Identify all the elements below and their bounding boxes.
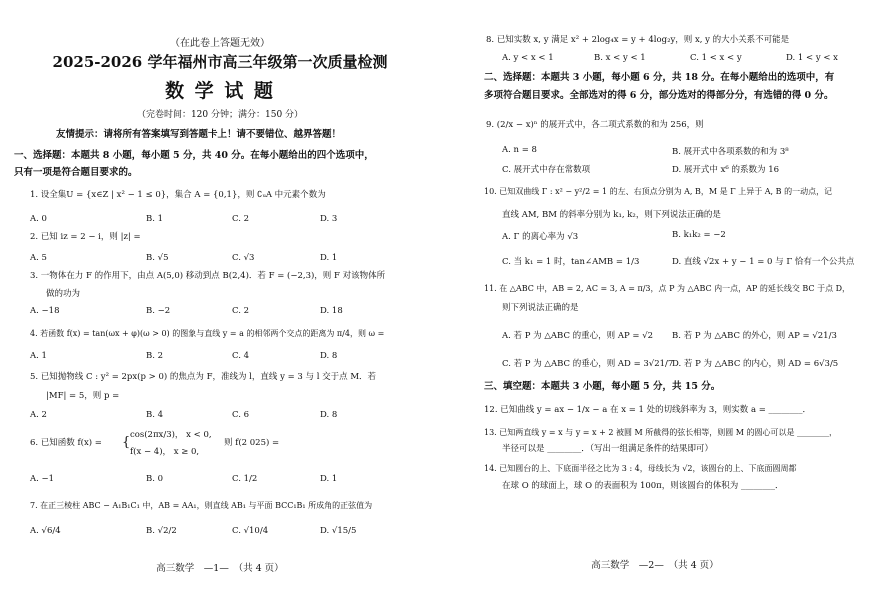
option-c: C. 4	[232, 351, 250, 361]
option-a: A. −1	[30, 474, 55, 484]
option-b: B. √5	[146, 253, 169, 263]
option-b: B. 展开式中各项系数的和为 3⁸	[672, 147, 789, 157]
option-b: B. 2	[146, 351, 164, 361]
question-4-stem: 4. 若函数 f(x) = tan(ωx + φ)(ω > 0) 的图象与直线 y = a 的相邻两个交点的距离为 π/4，则 ω =	[30, 329, 385, 338]
exam-info: （完卷时间：120 分钟；满分：150 分）	[136, 110, 304, 120]
notice: （在此卷上答题无效）	[170, 38, 270, 49]
option-d: D. 若 P 为 △ABC 的内心，则 AD = 6√3/5	[672, 359, 839, 369]
option-a: A. 5	[30, 253, 47, 263]
section2-heading: 二、选择题：本题共 3 小题，每小题 6 分，共 18 分。在每小题给出的选项中，有	[484, 72, 835, 83]
exam-title: 2025-2026 学年福州市高三年级第一次质量检测	[52, 53, 388, 71]
option-a: A. n = 8	[502, 145, 537, 155]
option-c: C. 当 k₁ = 1 时，tan∠AMB = 1/3	[502, 257, 640, 267]
option-d: D. 1	[320, 253, 338, 263]
option-d: D. 展开式中 x⁶ 的系数为 16	[672, 165, 780, 175]
question-6-stem: 6. 已知函数 f(x) =	[30, 438, 102, 448]
question-2-stem: 2. 已知 iz = 2 − i，则 |z| =	[30, 232, 141, 242]
option-b: B. 4	[146, 410, 164, 420]
page-footer: 高三数学 —2— （共 4 页）	[591, 560, 719, 571]
question-8-stem: 8. 已知实数 x, y 满足 x² + 2log₄x = y + 4log₂y，则 x, y 的大小关系不可能是	[486, 35, 790, 45]
option-d: D. 8	[320, 410, 338, 420]
option-d: D. 8	[320, 351, 338, 361]
option-b: B. x < y < 1	[594, 53, 646, 63]
option-d: D. 1	[320, 474, 338, 484]
option-c: C. 若 P 为 △ABC 的垂心，则 AD = 3√21/7	[502, 359, 674, 369]
option-a: A. Γ 的离心率为 √3	[502, 232, 579, 242]
option-a: A. 若 P 为 △ABC 的重心，则 AP = √2	[502, 331, 654, 341]
option-a: A. −18	[30, 306, 60, 316]
option-a: A. √6/4	[30, 526, 61, 536]
question-6-case-1: cos(2πx/3)， x < 0,	[130, 430, 212, 440]
question-6-stem-suffix: 则 f(2 025) =	[224, 438, 280, 448]
option-b: B. 0	[146, 474, 164, 484]
question-5-stem: 5. 已知抛物线 C : y² = 2px(p > 0) 的焦点为 F，准线为 l，直线 y = 3 与 l 交于点 M．若	[30, 372, 377, 382]
option-d: D. 18	[320, 306, 343, 316]
option-c: C. 展开式中存在常数项	[502, 165, 591, 175]
question-12: 12. 已知曲线 y = ax − 1/x − a 在 x = 1 处的切线斜率为 3，则实数 a = ________．	[484, 405, 812, 415]
option-b: B. √2/2	[146, 526, 177, 536]
option-b: B. 若 P 为 △ABC 的外心，则 AP = √21/3	[672, 331, 837, 341]
question-11-stem: 11. 在 △ABC 中，AB = 2, AC = 3, A = π/3，点 P 为 △ABC 内一点，AP 的延长线交 BC 于点 D，	[484, 284, 851, 293]
question-9-stem: 9. (2/x − x)ⁿ 的展开式中，各二项式系数的和为 256，则	[486, 120, 704, 130]
question-7-stem: 7. 在正三棱柱 ABC − A₁B₁C₁ 中，AB = AA₁，则直线 AB₁ 与平面 BCC₁B₁ 所成角的正弦值为	[30, 501, 373, 510]
question-1-stem: 1. 设全集U = {x∈Z | x² − 1 ≤ 0}，集合 A = {0,1}，则 ∁ᵤA 中元素个数为	[30, 190, 326, 200]
question-3-stem-cont: 做的功为	[46, 289, 81, 299]
piecewise-brace: {	[122, 435, 131, 450]
question-11-stem-cont: 则下列说法正确的是	[502, 303, 579, 313]
option-d: D. √15/5	[320, 526, 357, 536]
question-13: 13. 已知两直线 y = x 与 y = x + 2 被圆 M 所截得的弦长相等，则圆 M 的圆心可以是 ________，	[484, 428, 838, 437]
option-c: C. √10/4	[232, 526, 269, 536]
option-c: C. 2	[232, 306, 250, 316]
option-b: B. 1	[146, 214, 164, 224]
option-c: C. √3	[232, 253, 255, 263]
option-a: A. 2	[30, 410, 47, 420]
option-d: D. 1 < y < x	[786, 53, 838, 63]
question-13-cont: 半径可以是 ________．（写出一组满足条件的结果即可）	[502, 444, 713, 454]
question-6-case-2: f(x − 4)， x ≥ 0,	[130, 447, 200, 457]
option-d: D. 3	[320, 214, 338, 224]
option-d: D. 直线 √2x + y − 1 = 0 与 Γ 恰有一个公共点	[672, 257, 855, 267]
option-a: A. 0	[30, 214, 47, 224]
question-14: 14. 已知圆台的上、下底面半径之比为 3 : 4，母线长为 √2，该圆台的上、下底面圆周都	[484, 464, 797, 473]
question-10-stem: 10. 已知双曲线 Γ : x² − y²/2 = 1 的左、右顶点分别为 A, B，M 是 Γ 上异于 A, B 的一动点，记	[484, 187, 833, 196]
question-14-cont: 在球 O 的球面上，球 O 的表面积为 100π，则该圆台的体积为 ________．	[502, 481, 784, 491]
exam-page-2	[440, 0, 870, 593]
section1-heading: 一、选择题：本题共 8 小题，每小题 5 分，共 40 分。在每小题给出的四个选项中，	[14, 150, 374, 161]
option-c: C. 1 < x < y	[690, 53, 742, 63]
option-c: C. 1/2	[232, 474, 258, 484]
subject-title: 数 学 试 题	[165, 80, 275, 102]
option-b: B. −2	[146, 306, 171, 316]
option-a: A. 1	[30, 351, 47, 361]
question-3-stem: 3. 一物体在力 F 的作用下，由点 A(5,0) 移动到点 B(2,4)．若 F = (−2,3)，则 F 对该物体所	[30, 271, 386, 281]
section3-heading: 三、填空题：本题共 3 小题，每小题 5 分，共 15 分。	[484, 381, 721, 392]
section1-heading-cont: 只有一项是符合题目要求的。	[14, 167, 138, 178]
option-c: C. 6	[232, 410, 250, 420]
option-c: C. 2	[232, 214, 250, 224]
page-footer: 高三数学 —1— （共 4 页）	[156, 563, 284, 574]
section2-heading-cont: 多项符合题目要求。全部选对的得 6 分，部分选对的得部分分，有选错的得 0 分。	[484, 90, 834, 101]
option-b: B. k₁k₂ = −2	[672, 230, 726, 240]
reminder: 友情提示：请将所有答案填写到答题卡上！请不要错位、越界答题！	[56, 129, 342, 140]
question-10-stem-cont: 直线 AM, BM 的斜率分别为 k₁, k₂，则下列说法正确的是	[502, 210, 721, 220]
question-5-stem-cont: |MF| = 5，则 p =	[46, 391, 120, 401]
option-a: A. y < x < 1	[502, 53, 554, 63]
